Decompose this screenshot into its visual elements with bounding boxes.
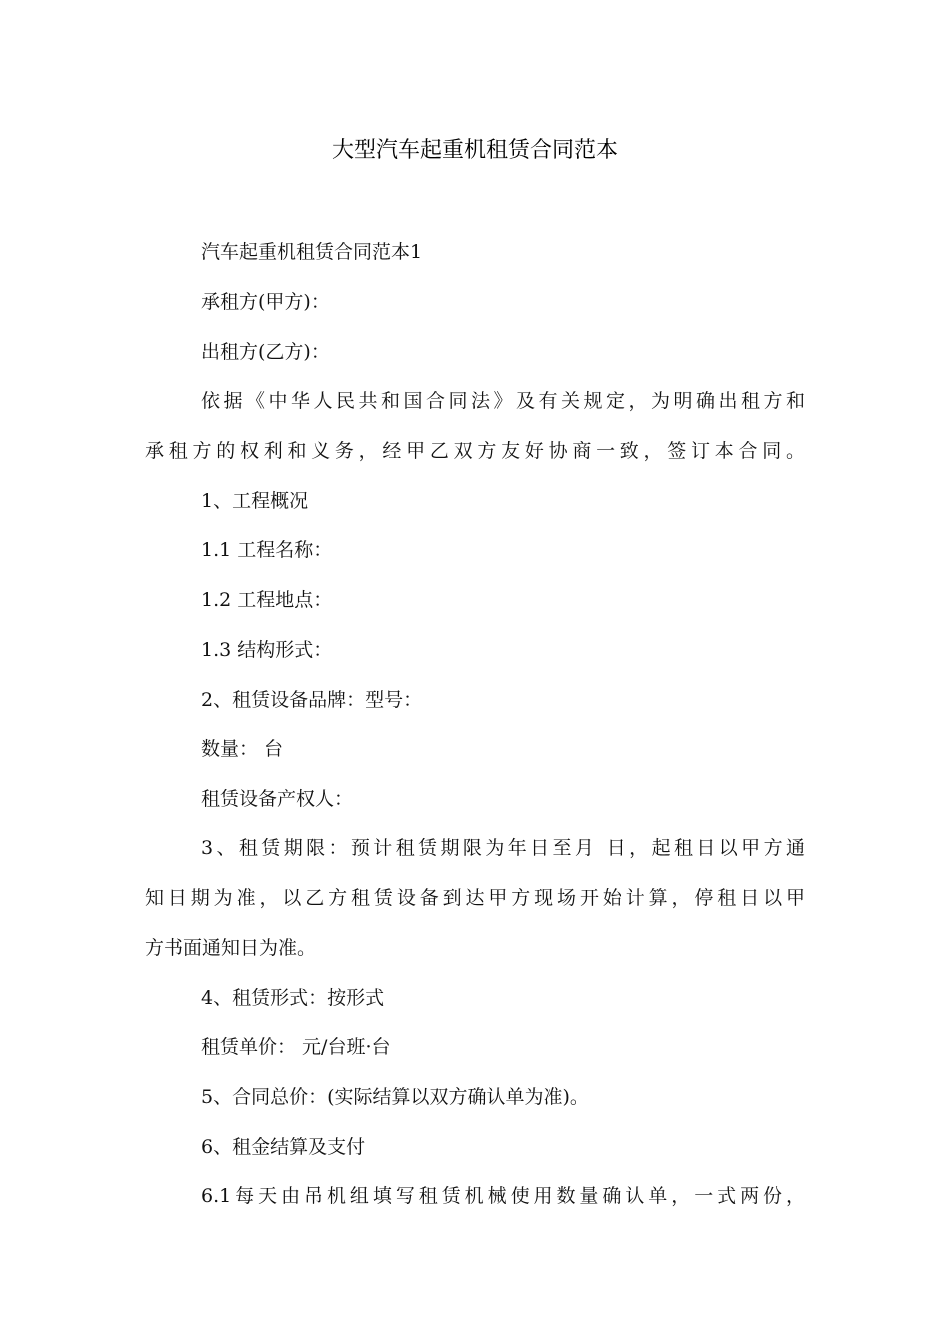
section-5-line: 5、合同总价：(实际结算以双方确认单为准)。 <box>201 1086 589 1108</box>
section-1-heading: 1、工程概况 <box>201 490 309 512</box>
preamble-line-2: 承租方的权利和义务，经甲乙双方友好协商一致，签订本合同。 <box>145 440 805 462</box>
section-4-heading: 4、租赁形式：按形式 <box>201 987 385 1009</box>
contract-subtitle: 汽车起重机租赁合同范本1 <box>201 241 423 263</box>
section-3-line-1: 3、租赁期限：预计租赁期限为年日至月 日，起租日以甲方通 <box>201 837 805 859</box>
quantity-line: 数量： 台 <box>201 738 284 760</box>
section-2-heading: 2、租赁设备品牌：型号： <box>201 689 423 711</box>
section-3-line-3: 方书面通知日为准。 <box>145 937 317 959</box>
clause-6-1-line-1: 6.1每天由吊机组填写租赁机械使用数量确认单，一式两份， <box>201 1185 805 1207</box>
preamble-line-1: 依据《中华人民共和国合同法》及有关规定，为明确出租方和 <box>201 390 805 412</box>
document-title: 大型汽车起重机租赁合同范本 <box>331 138 618 163</box>
unit-price-line: 租赁单价： 元/台班·台 <box>201 1036 391 1058</box>
clause-1-2: 1.2 工程地点： <box>201 589 333 611</box>
clause-1-1: 1.1 工程名称： <box>201 539 333 561</box>
lessor-line: 出租方(乙方)： <box>201 341 330 363</box>
section-3-line-2: 知日期为准，以乙方租赁设备到达甲方现场开始计算，停租日以甲 <box>145 887 805 909</box>
clause-1-3: 1.3 结构形式： <box>201 639 333 661</box>
section-6-heading: 6、租金结算及支付 <box>201 1136 366 1158</box>
owner-line: 租赁设备产权人： <box>201 788 354 810</box>
lessee-line: 承租方(甲方)： <box>201 291 330 313</box>
